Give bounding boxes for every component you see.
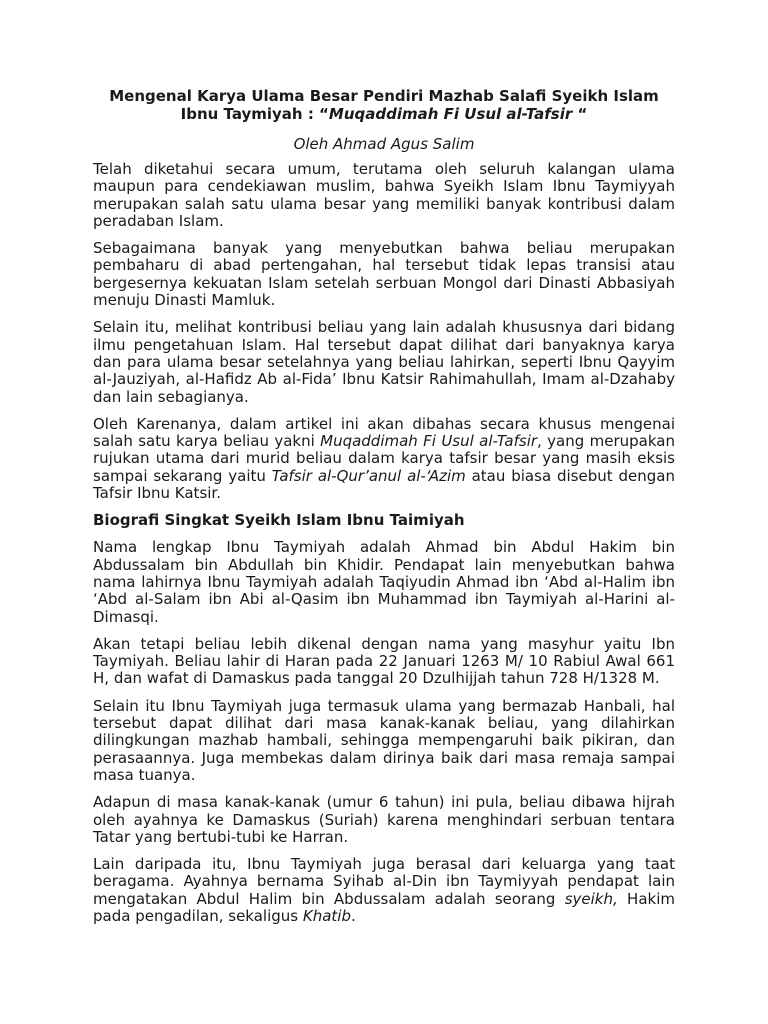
paragraph-9-text-c: Hakim pada pengadilan, sekaligus (93, 889, 675, 925)
author-line: Oleh Ahmad Agus Salim (293, 135, 475, 153)
paragraph-7: Selain itu Ibnu Taymiyah juga termasuk ulama yang bermazab Hanbali, hal tersebut dapat dilihat dari masa kanak-kanak beliau, yang dilahirkan dilingkungan mazhab hambali, sehingga mempengaruhi baik pikiran, dan perasaannya. Juga membekas dalam dirinya baik dari masa remaja sampai masa tuanya. (93, 696, 675, 784)
section-heading-biografi: Biografi Singkat Syeikh Islam Ibnu Taimiyah (93, 511, 465, 530)
paragraph-9-text-e: . (350, 906, 356, 925)
paragraph-3: Selain itu, melihat kontribusi beliau yang lain adalah khususnya dari bidang ilmu pengetahuan Islam. Hal tersebut dapat dilihat dari banyaknya karya dan para ulama besar setelahnya yang beliau lahirkan, seperti Ibnu Qayyim al-Jauziyah, al-Hafidz Ab al-Fida’ Ibnu Katsir Rahimahullah, Imam al-Dzahaby dan lain sebagianya. (93, 318, 675, 406)
paragraph-4-italic-tafsir: Tafsir al-Qur’anul al-‘Azim (271, 466, 466, 485)
paragraph-8: Adapun di masa kanak-kanak (umur 6 tahun) ini pula, beliau dibawa hijrah oleh ayahnya ke Damaskus (Suriah) karena menghindari serbuan tentara Tatar yang bertubi-tubi ke Harran. (93, 793, 675, 846)
document-title (93, 87, 675, 123)
paragraph-9-italic-syeikh: syeikh, (564, 889, 618, 908)
paragraph-4-text-c: , yang merupakan rujukan utama dari murid beliau dalam karya tafsir besar yang masih eksis sampai sekarang yaitu (93, 432, 675, 485)
paragraph-9 (93, 856, 675, 925)
paragraph-4 (93, 416, 675, 502)
paragraph-2: Sebagaimana banyak yang menyebutkan bahwa beliau merupakan pembaharu di abad pertengahan, hal tersebut tidak lepas transisi atau bergesernya kekuatan Islam setelah serbuan Mongol dari Dinasti Abbasiyah menuju Dinasti Mamluk. (93, 239, 675, 310)
paragraph-1: Telah diketahui secara umum, terutama oleh seluruh kalangan ulama maupun para cendekiawan muslim, bahwa Syeikh Islam Ibnu Taymiyyah merupakan salah satu ulama besar yang memiliki banyak kontribusi dalam peradaban Islam. (93, 160, 675, 230)
title-line-1: Mengenal Karya Ulama Besar Pendiri Mazhab Salafi Syeikh Islam (109, 87, 659, 105)
title-line-2-prefix: Ibnu Taymiyah : “ (180, 105, 329, 123)
paragraph-9-italic-khatib: Khatib (302, 906, 351, 925)
document-body (93, 161, 675, 925)
paragraph-5: Nama lengkap Ibnu Taymiyah adalah Ahmad bin Abdul Hakim bin Abdussalam bin Abdullah bin Khidir. Pendapat lain menyebutkan bahwa nama lahirnya Ibnu Taymiyah adalah Taqiyudin Ahmad ibn ‘Abd al-Halim ibn ‘Abd al-Salam ibn Abi al-Qasim ibn Muhammad ibn Taymiyah al-Harini al-Dimasqi. (93, 538, 675, 626)
document-page (93, 87, 675, 925)
paragraph-9-text-a: Lain daripada itu, Ibnu Taymiyah juga berasal dari keluarga yang taat beragama. Ayahnya bernama Syihab al-Din ibn Taymiyyah pendapat lain mengatakan Abdul Halim bin Abdussalam adalah seorang (93, 855, 675, 908)
paragraph-4-text-a: Oleh Karenanya, dalam artikel ini akan dibahas secara khusus mengenai salah satu karya beliau yakni (93, 414, 675, 451)
paragraph-4-italic-muqaddimah: Muqaddimah Fi Usul al-Tafsir (320, 432, 538, 451)
title-line-2-italic: Muqaddimah Fi Usul al-Tafsir (328, 105, 573, 123)
paragraph-6: Akan tetapi beliau lebih dikenal dengan nama yang masyhur yaitu Ibn Taymiyah. Beliau lahir di Haran pada 22 Januari 1263 M/ 10 Rabiul Awal 661 H, dan wafat di Damaskus pada tanggal 20 Dzulhijjah tahun 728 H/1328 M. (93, 634, 675, 688)
title-line-2-suffix: “ (572, 105, 588, 123)
paragraph-4-text-e: atau biasa disebut dengan Tafsir Ibnu Katsir. (93, 466, 675, 503)
